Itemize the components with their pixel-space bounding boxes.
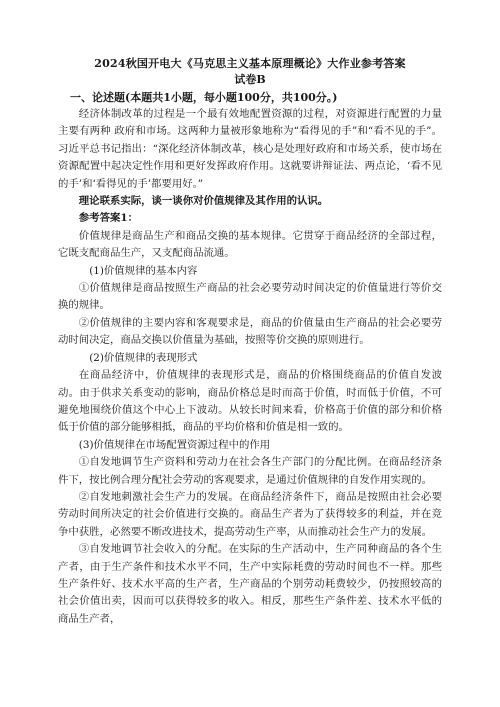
question-prompt: 理论联系实际，谈一谈你对价值规律及其作用的认识。 — [78, 195, 329, 208]
answer-paragraph: ②自发地刺激社会生产力的发展。在商品经济条件下，商品是按照由社会必要劳动时间所决定的社会价值进行交换的。商品生产者为了获得较多的利益，并在竞争中获胜，必然要不断改进技术，提高劳动生产率，从而推动社会生产力的发展。 — [58, 490, 442, 538]
answer-paragraph: 在商品经济中，价值规律的表现形式是，商品的价格围绕商品的价值自发波动。由于供求关系变动的影响，商品价格总是时而高于价值，时而低于价值，不可避免地围绕价值这个中心上下波动。从较长时间来看，价格高于价值的部分和价格低于价值的部分能够相抵，商品的平均价格和价值是相一致的。 — [58, 369, 442, 434]
answer-paragraph: ①自发地调节生产资料和劳动力在社会各生产部门的分配比例。在商品经济条件下，按比例合理分配社会劳动的客观要求，是通过价值规律的自发作用实现的。 — [58, 456, 442, 486]
answer-paragraph: ②价值规律的主要内容和客观要求是，商品的价值量由生产商品的社会必要劳动时间决定，商品交换以价值量为基础，按照等价交换的原则进行。 — [58, 316, 442, 347]
question-intro-paragraph: 经济体制改革的过程是一个最有效地配置资源的过程，对资源进行配置的力量主要有两种 政府和市场。这两种力量被形象地称为“看得见的手”和“看不见的手”。习近平总书记指出：“深化经济体制改革，核心是处理好政府和市场关系，使市场在资源配置中起决定性作用和更好发挥政府作用。这就要讲辩证法、两点论，‘看不见的手’和‘看得见的手’都要用好。” — [58, 108, 442, 190]
subheading-role: (3)价值规律在市场配置资源过程中的作用 — [78, 438, 271, 451]
document-subtitle: 试卷B — [234, 73, 266, 86]
answer-label: 参考答案1： — [78, 212, 138, 225]
answer-paragraph: 价值规律是商品生产和商品交换的基本规律。它贯穿于商品经济的全部过程，它既支配商品生产，又支配商品流通。 — [58, 229, 442, 260]
subheading-manifestation: (2)价值规律的表现形式 — [89, 351, 198, 364]
document-page — [58, 56, 442, 628]
document-title: 2024秋国开电大《马克思主义基本原理概论》大作业参考答案 — [94, 57, 406, 70]
answer-paragraph: ③自发地调节社会收入的分配。在实际的生产活动中，生产同种商品的各个生产者，由于生产条件和技术水平不同，生产中实际耗费的劳动时间也不一样。那些生产条件好、技术水平高的生产者，生产商品的个别劳动耗费较少，仍按照较高的社会价值出卖，因而可以获得较多的收入。相反，那些生产条件差、技术水平低的商品生产者， — [58, 543, 442, 625]
section-heading: 一、论述题(本题共1小题，每小题100分，共100分。) — [70, 91, 338, 104]
subheading-basic-content: (1)价值规律的基本内容 — [89, 264, 198, 277]
answer-paragraph: ①价值规律是商品按照生产商品的社会必要劳动时间决定的价值量进行等价交换的规律。 — [58, 282, 442, 312]
